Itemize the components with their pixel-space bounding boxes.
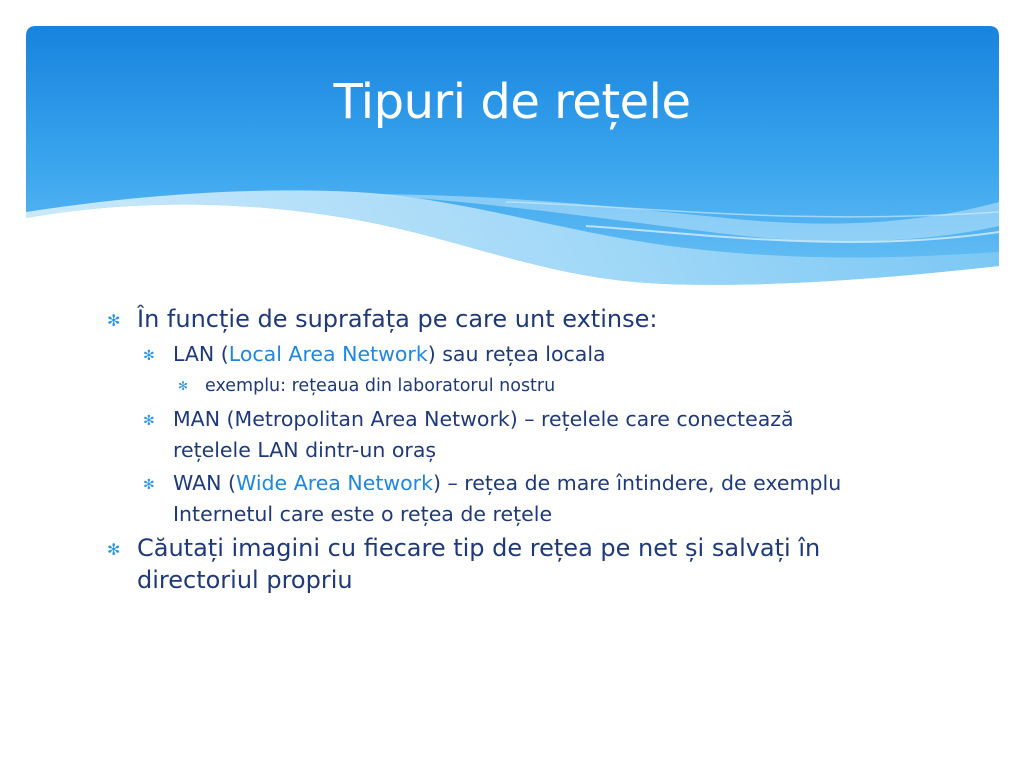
list-item-text-prefix: WAN ( — [173, 471, 237, 495]
list-item-text: exemplu: rețeaua din laboratorul nostru — [205, 376, 556, 396]
list-item — [105, 468, 918, 530]
list-item-text-prefix: LAN ( — [173, 342, 229, 366]
list-item — [105, 372, 935, 400]
list-item-text-suffix: ) – rețea de mare întindere, de exemplu Internetul care este o rețea de rețele — [173, 471, 842, 526]
asterisk-bullet-icon: ✻ — [143, 413, 155, 429]
list-item — [105, 303, 935, 335]
list-item-text: Căutați imagini cu fiecare tip de rețea pe net și salvați în directoriul propriu — [137, 534, 821, 594]
asterisk-bullet-icon: ✻ — [178, 379, 189, 393]
asterisk-bullet-icon: ✻ — [143, 477, 155, 493]
header-banner — [26, 26, 999, 296]
list-item — [105, 532, 912, 596]
list-item-text-suffix: ) sau rețea locala — [427, 342, 606, 366]
bullet-list — [105, 303, 935, 600]
asterisk-bullet-icon: ✻ — [107, 540, 121, 559]
list-item — [105, 339, 935, 370]
asterisk-bullet-icon: ✻ — [143, 348, 155, 364]
wan-link[interactable]: Wide Area Network — [236, 471, 433, 495]
slide-title: Tipuri de rețele — [333, 74, 691, 130]
header-wave-graphic — [26, 26, 999, 296]
list-item-text: MAN (Metropolitan Area Network) – rețelele care conectează rețelele LAN dintr-un oraș — [173, 407, 794, 462]
list-item — [105, 404, 833, 466]
list-item-text: În funcție de suprafața pe care unt extinse: — [137, 305, 658, 333]
lan-link[interactable]: Local Area Network — [228, 342, 428, 366]
asterisk-bullet-icon: ✻ — [107, 311, 121, 330]
